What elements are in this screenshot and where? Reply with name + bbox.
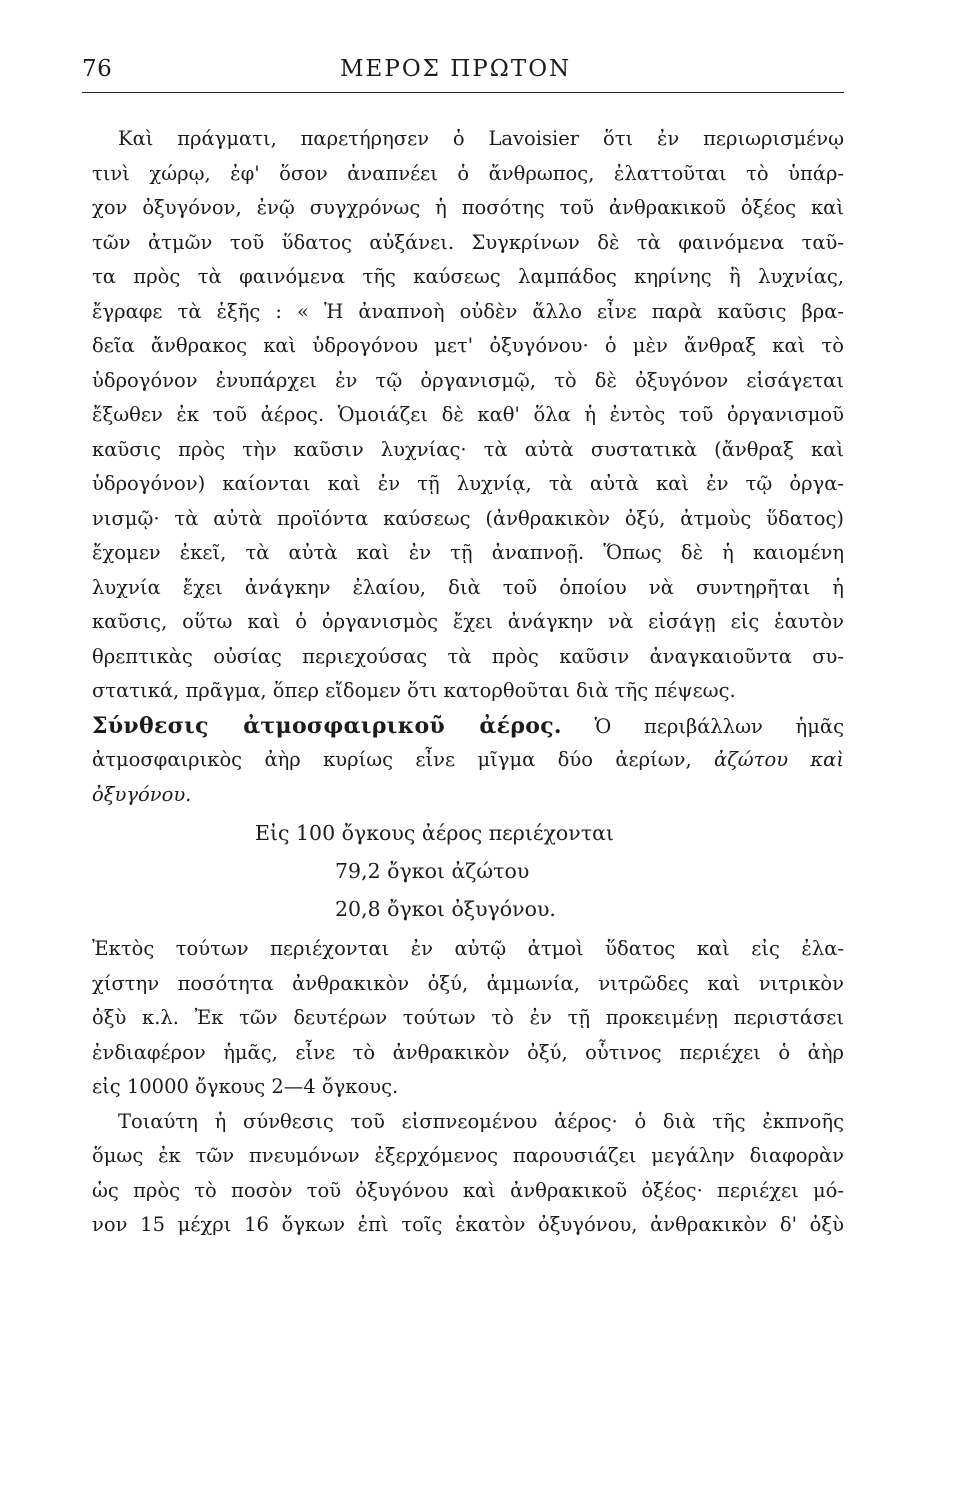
text-line: Τοιαύτη ἡ σύνθεσις τοῦ εἰσπνεομένου ἀέρος· ὁ διὰ τῆς ἐκπνοῆς bbox=[118, 1109, 844, 1133]
paragraph-other-components bbox=[92, 932, 844, 1105]
header-rule bbox=[82, 92, 844, 93]
composition-table bbox=[92, 814, 844, 928]
paragraph-air-composition bbox=[92, 709, 844, 813]
text-line: Ἐκτὸς τούτων περιέχονται ἐν αὐτῷ ἀτμοὶ ὕδατος καὶ εἰς ἐλα- bbox=[92, 937, 844, 960]
running-head: ΜΕΡΟΣ ΠΡΩΤΟΝ bbox=[340, 56, 572, 82]
page-number: 76 bbox=[82, 56, 113, 82]
text-run: ἀτμοσφαιρικὸς ἀὴρ κυρίως εἶνε μῖγμα δύο ἀερίων, bbox=[92, 748, 692, 771]
text-line: εἰς 10000 ὄγκους 2—4 ὄγκους. bbox=[92, 1075, 399, 1098]
text-line: θρεπτικὰς οὐσίας περιεχούσας τὰ πρὸς καῦσιν ἀναγκαιοῦντα συ- bbox=[92, 644, 844, 668]
paragraph-exhaled-air bbox=[92, 1105, 844, 1243]
text-line: στατικά, πρᾶγμα, ὅπερ εἴδομεν ὅτι κατορθοῦται διὰ τῆς πέψεως. bbox=[92, 679, 736, 702]
text-line: καῦσις, οὕτω καὶ ὁ ὀργανισμὸς ἔχει ἀνάγκην νὰ εἰσάγῃ εἰς ἑαυτὸν bbox=[92, 610, 844, 633]
text-line: ἔξωθεν ἐκ τοῦ ἀέρος. Ὁμοιάζει δὲ καθ' ὅλα ἡ ἐντὸς τοῦ ὀργανισμοῦ bbox=[92, 403, 844, 426]
text-line: νισμῷ· τὰ αὐτὰ προϊόντα καύσεως (ἀνθρακικὸν ὀξύ, ἀτμοὺς ὕδατος) bbox=[92, 506, 844, 530]
page-header bbox=[82, 48, 844, 88]
text-line: τῶν ἀτμῶν τοῦ ὕδατος αὐξάνει. Συγκρίνων δὲ τὰ φαινόμενα ταῦ- bbox=[92, 230, 844, 254]
composition-nitrogen: 79,2 ὄγκοι ἀζώτου bbox=[335, 859, 530, 883]
text-line: ὑδρογόνον) καίονται καὶ ἐν τῇ λυχνίᾳ, τὰ αὐτὰ καὶ ἐν τῷ ὀργα- bbox=[92, 472, 844, 495]
composition-oxygen: 20,8 ὄγκοι ὀξυγόνου. bbox=[335, 897, 556, 921]
text-line: χον ὀξυγόνον, ἐνῷ συγχρόνως ἡ ποσότης τοῦ ἀνθρακικοῦ ὀξέος καὶ bbox=[92, 196, 844, 219]
section-heading: Σύνθεσις ἀτμοσφαιρικοῦ ἀέρος. bbox=[92, 712, 562, 739]
text-line: ἔχομεν ἐκεῖ, τὰ αὐτὰ καὶ ἐν τῇ ἀναπνοῇ. Ὅπως δὲ ἡ καιομένη bbox=[92, 541, 844, 564]
text-line: Καὶ πράγματι, παρετήρησεν ὁ Lavoisier ὅτι ἐν περιωρισμένῳ bbox=[118, 127, 844, 150]
page-body bbox=[92, 122, 844, 1243]
text-line bbox=[92, 743, 844, 778]
text-line: λυχνία ἔχει ἀνάγκην ἐλαίου, διὰ τοῦ ὁποίου νὰ συντηρῆται ἡ bbox=[92, 575, 844, 599]
text-line: χίστην ποσότητα ἀνθρακικὸν ὀξύ, ἀμμωνία, νιτρῶδες καὶ νιτρικὸν bbox=[92, 971, 844, 995]
text-line bbox=[92, 709, 844, 744]
text-line: ὅμως ἐκ τῶν πνευμόνων ἐξερχόμενος παρουσιάζει μεγάλην διαφορὰν bbox=[92, 1144, 844, 1167]
text-line: ὑδρογόνον ἐνυπάρχει ἐν τῷ ὀργανισμῷ, τὸ δὲ ὀξυγόνον εἰσάγεται bbox=[92, 368, 844, 392]
composition-intro: Εἰς 100 ὄγκους ἀέρος περιέχονται bbox=[255, 821, 614, 845]
text-line: ὀξὺ κ.λ. Ἐκ τῶν δευτέρων τούτων τὸ ἐν τῇ προκειμένῃ περιστάσει bbox=[92, 1006, 844, 1029]
text-line: τα πρὸς τὰ φαινόμενα τῆς καύσεως λαμπάδος κηρίνης ἢ λυχνίας, bbox=[92, 265, 844, 288]
text-line: καῦσις πρὸς τὴν καῦσιν λυχνίας· τὰ αὐτὰ συστατικὰ (ἄνθραξ καὶ bbox=[92, 437, 844, 461]
text-line: ἐνδιαφέρον ἡμᾶς, εἶνε τὸ ἀνθρακικὸν ὀξύ, οὗτινος περιέχει ὁ ἀὴρ bbox=[92, 1040, 844, 1064]
emphasis-text: ἀζώτου καὶ bbox=[714, 748, 844, 771]
text-line: ὡς πρὸς τὸ ποσὸν τοῦ ὀξυγόνου καὶ ἀνθρακικοῦ ὀξέος· περιέχει μό- bbox=[92, 1178, 844, 1202]
emphasis-text: ὀξυγόνου. bbox=[92, 782, 192, 806]
text-line: νον 15 μέχρι 16 ὄγκων ἐπὶ τοῖς ἑκατὸν ὀξυγόνου, ἀνθρακικὸν δ' ὀξὺ bbox=[92, 1213, 844, 1236]
text-line: δεῖα ἄνθρακος καὶ ὑδρογόνου μετ' ὀξυγόνου· ὁ μὲν ἄνθραξ καὶ τὸ bbox=[92, 334, 844, 357]
text-line bbox=[92, 778, 844, 813]
text-line: τινὶ χώρῳ, ἐφ' ὅσον ἀναπνέει ὁ ἄνθρωπος, ἐλαττοῦται τὸ ὑπάρ- bbox=[92, 161, 844, 185]
heading-continuation: Ὁ περιβάλλων ἡμᾶς bbox=[594, 714, 844, 738]
paragraph-respiration bbox=[92, 122, 844, 709]
text-line: ἔγραφε τὰ ἑξῆς : « Ἡ ἀναπνοὴ οὐδὲν ἄλλο εἶνε παρὰ καῦσις βρα- bbox=[92, 299, 844, 323]
